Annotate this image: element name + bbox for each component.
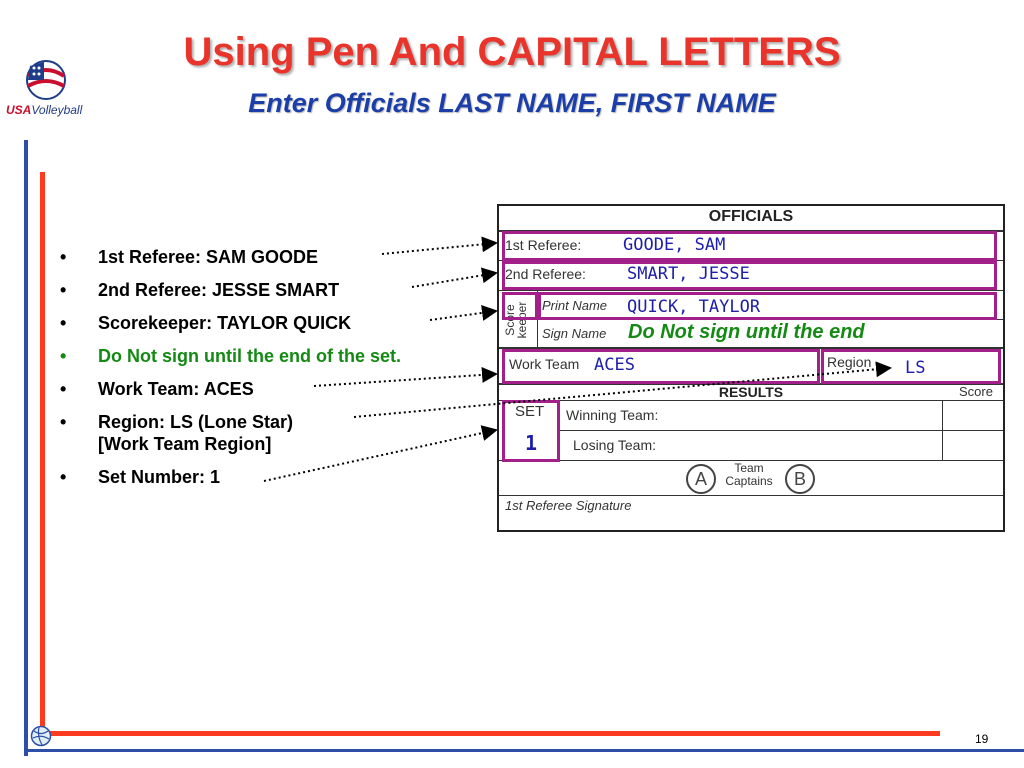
scorekeeper-label-line2: keeper xyxy=(515,301,529,339)
print-name-value: QUICK, TAYLOR xyxy=(627,297,761,317)
score-label: Score xyxy=(959,384,993,399)
bullet-dot: • xyxy=(60,379,67,399)
first-referee-value: GOODE, SAM xyxy=(623,235,726,255)
set-value: 1 xyxy=(525,431,538,455)
bullet-text: 1st Referee: SAM GOODE xyxy=(98,247,319,267)
captain-a-circle: A xyxy=(686,464,716,494)
arrow-scorekeeper xyxy=(430,311,496,320)
sign-name-note: Do Not sign until the end xyxy=(628,321,865,343)
logo-volleyball: Volleyball xyxy=(31,103,83,117)
bullet-text-continued: [Work Team Region] xyxy=(98,434,272,454)
bullet-dot: • xyxy=(60,280,67,300)
losing-team-label: Losing Team: xyxy=(573,437,657,453)
bullet-dot: • xyxy=(60,313,67,333)
winning-team-label: Winning Team: xyxy=(566,407,659,423)
work-team-label: Work Team xyxy=(509,356,580,372)
team-captains-line2: Captains xyxy=(725,474,773,488)
bullet-dot: • xyxy=(60,247,67,267)
results-header: RESULTS xyxy=(718,384,784,400)
bullet-dot: • xyxy=(60,412,67,432)
work-team-value: ACES xyxy=(594,355,635,375)
arrow-region xyxy=(354,368,890,417)
second-referee-value: SMART, JESSE xyxy=(627,264,750,284)
region-label: Region xyxy=(827,354,872,370)
set-label: SET xyxy=(515,403,545,420)
captain-b-circle: B xyxy=(785,464,815,494)
bullet-text: Do Not sign until the end of the set. xyxy=(98,346,401,366)
team-captains-line1: Team xyxy=(734,461,764,475)
slide-subtitle: Enter Officials LAST NAME, FIRST NAME xyxy=(248,88,776,118)
print-name-label: Print Name xyxy=(542,298,608,313)
arrow-second-referee xyxy=(412,273,496,287)
first-referee-signature-label: 1st Referee Signature xyxy=(505,498,632,513)
second-referee-label: 2nd Referee: xyxy=(505,266,586,282)
scorekeeper-label-line1: Score xyxy=(503,304,517,336)
bullet-text: Region: LS (Lone Star) xyxy=(98,412,293,432)
officials-header: OFFICIALS xyxy=(708,208,794,225)
bullet-text: Set Number: 1 xyxy=(98,467,221,487)
region-value: LS xyxy=(905,358,926,378)
sign-name-label: Sign Name xyxy=(542,326,607,341)
logo-usa: USA xyxy=(6,103,32,117)
arrow-work-team xyxy=(314,374,496,386)
arrow-first-referee xyxy=(382,243,496,254)
slide-title: Using Pen And CAPITAL LETTERS xyxy=(183,30,841,74)
bullet-text: 2nd Referee: JESSE SMART xyxy=(98,280,340,300)
page-number: 19 xyxy=(975,732,989,746)
bullet-dot: • xyxy=(60,467,67,487)
first-referee-label: 1st Referee: xyxy=(505,237,582,253)
bullet-text: Work Team: ACES xyxy=(98,379,254,399)
bullet-text: Scorekeeper: TAYLOR QUICK xyxy=(98,313,352,333)
bullet-dot: • xyxy=(60,346,67,366)
arrow-set-number xyxy=(264,430,496,481)
